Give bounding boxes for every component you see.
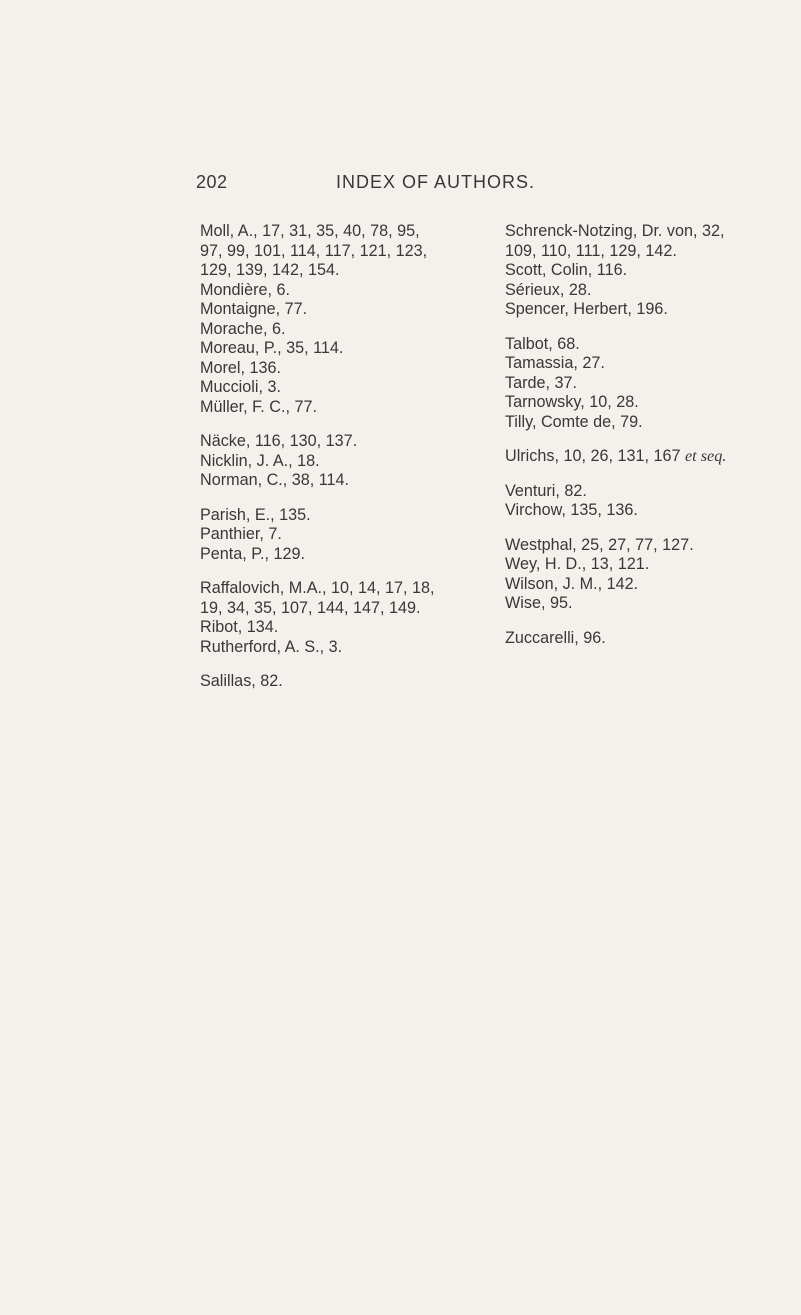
index-entry-line: Talbot, 68. — [505, 334, 580, 353]
running-title: INDEX OF AUTHORS. — [336, 172, 536, 192]
index-entry — [200, 222, 500, 281]
index-entry-line: 109, 110, 111, 129, 142. — [505, 241, 677, 260]
index-entry — [200, 506, 500, 526]
index-entry — [200, 618, 500, 638]
index-entry — [505, 501, 795, 521]
index-letter-group — [505, 482, 795, 521]
running-header — [0, 172, 801, 202]
index-entry-line: Venturi, 82. — [505, 481, 587, 500]
index-entry — [200, 359, 500, 379]
index-entry — [505, 261, 795, 281]
index-entry — [505, 555, 795, 575]
index-entry-line: Morel, 136. — [200, 358, 281, 377]
index-entry-line: Tarnowsky, 10, 28. — [505, 393, 639, 411]
index-entry-line: Tamassia, 27. — [505, 354, 605, 372]
index-entry-line: Moreau, P., 35, 114. — [200, 339, 344, 357]
index-letter-group — [200, 672, 500, 692]
index-entry — [505, 300, 795, 320]
index-entry — [200, 579, 500, 618]
index-entry — [200, 300, 500, 320]
index-entry-line: Wey, H. D., 13, 121. — [505, 555, 650, 573]
index-entry — [505, 575, 795, 595]
index-entry-suffix: et seq. — [684, 447, 727, 465]
index-entry-line: Parish, E., 135. — [200, 505, 311, 524]
index-entry — [200, 525, 500, 545]
index-entry — [200, 452, 500, 472]
index-entry — [505, 536, 795, 556]
index-entry — [200, 339, 500, 359]
index-entry-line: Nicklin, J. A., 18. — [200, 451, 320, 470]
index-entry-line: Wilson, J. M., 142. — [505, 574, 639, 593]
index-entry-line: Moll, A., 17, 31, 35, 40, 78, 95, — [200, 222, 420, 240]
index-entry-line: Scott, Colin, 116. — [505, 261, 628, 279]
index-entry-line: Montaigne, 77. — [200, 300, 308, 318]
index-entry — [200, 320, 500, 340]
index-entry-line: Sérieux, 28. — [505, 280, 592, 299]
index-entry — [200, 432, 500, 452]
index-entry-line: Spencer, Herbert, 196. — [505, 300, 668, 318]
index-letter-group — [200, 506, 500, 565]
index-entry-line: Mondière, 6. — [200, 280, 290, 299]
index-letter-group — [200, 579, 500, 657]
index-entry-line: Wise, 95. — [505, 594, 573, 612]
index-entry-line: Rutherford, A. S., 3. — [200, 637, 343, 656]
index-entry-line: Ribot, 134. — [200, 618, 279, 636]
index-entry-line: Virchow, 135, 136. — [505, 501, 638, 519]
index-entry-line: 97, 99, 101, 114, 117, 121, 123, — [200, 241, 428, 260]
index-entry-line: Zuccarelli, 96. — [505, 628, 606, 647]
index-entry — [505, 393, 795, 413]
index-entry-line: Näcke, 116, 130, 137. — [200, 432, 358, 450]
index-entry — [505, 281, 795, 301]
index-letter-group — [200, 222, 500, 417]
index-entry-line: Tilly, Comte de, 79. — [505, 412, 643, 431]
index-entry — [505, 594, 795, 614]
index-entry — [505, 482, 795, 502]
index-letter-group — [505, 536, 795, 614]
index-entry — [505, 413, 795, 433]
index-entry — [505, 222, 795, 261]
index-entry — [200, 545, 500, 565]
index-entry-line: Müller, F. C., 77. — [200, 397, 317, 416]
index-entry-line: Westphal, 25, 27, 77, 127. — [505, 535, 694, 554]
index-entry-line: 19, 34, 35, 107, 144, 147, 149. — [200, 598, 421, 617]
index-entry-line: Ulrichs, 10, 26, 131, 167 et seq. — [505, 447, 727, 465]
index-entry-line: Penta, P., 129. — [200, 544, 306, 563]
index-entry — [200, 672, 500, 692]
index-column-right — [505, 222, 795, 663]
index-entry — [505, 354, 795, 374]
index-letter-group — [505, 447, 795, 467]
index-entry-line: Schrenck-Notzing, Dr. von, 32, — [505, 222, 725, 240]
index-entry — [505, 335, 795, 355]
index-entry-line: Muccioli, 3. — [200, 378, 281, 396]
index-entry-line: Salillas, 82. — [200, 672, 283, 690]
index-entry — [200, 378, 500, 398]
index-letter-group — [505, 629, 795, 649]
index-entry-line: Tarde, 37. — [505, 373, 577, 392]
index-letter-group — [200, 432, 500, 491]
page-number: 202 — [196, 172, 228, 192]
index-column-left — [200, 222, 500, 707]
index-entry-line: Norman, C., 38, 114. — [200, 471, 350, 489]
index-entry — [200, 638, 500, 658]
index-entry-line: 129, 139, 142, 154. — [200, 261, 340, 279]
index-entry-line: Raffalovich, M.A., 10, 14, 17, 18, — [200, 579, 435, 597]
index-letter-group — [505, 222, 795, 320]
index-entry — [505, 629, 795, 649]
index-entry — [200, 398, 500, 418]
index-entry-line: Panthier, 7. — [200, 525, 282, 543]
index-letter-group — [505, 335, 795, 433]
index-entry — [505, 374, 795, 394]
index-entry-line: Morache, 6. — [200, 319, 286, 338]
index-entry — [200, 471, 500, 491]
index-entry — [505, 447, 795, 467]
index-entry — [200, 281, 500, 301]
